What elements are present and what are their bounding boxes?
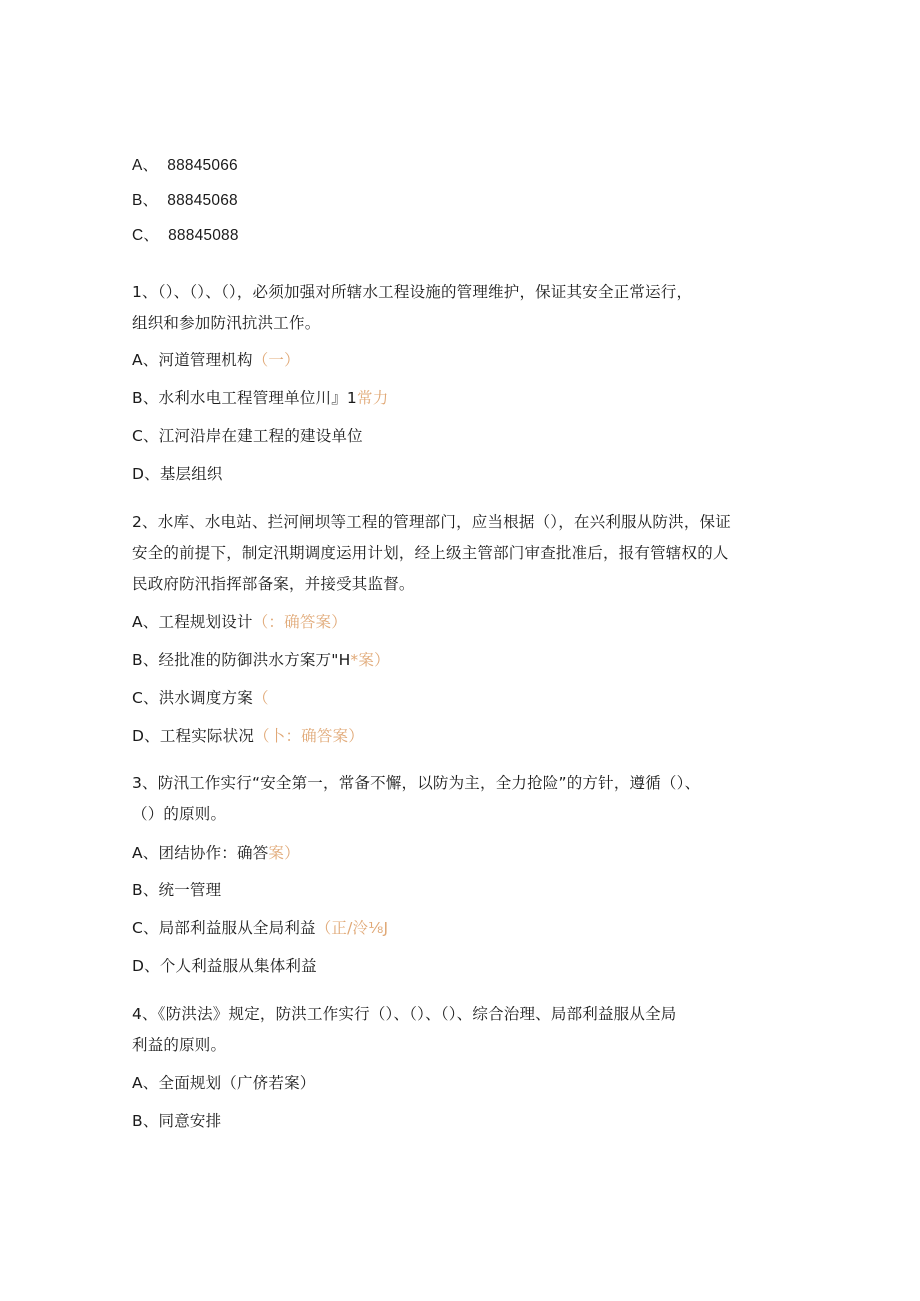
option-text: A、河道管理机构 — [132, 351, 253, 369]
option-text: B、统一管理 — [132, 881, 222, 899]
question-2-option-a — [132, 612, 347, 632]
question-1-line-1: 1、（）、（）、（），必须加强对所辖水工程设施的管理维护，保证其安全正常运行， — [132, 283, 693, 301]
question-2-line-1: 2、水库、水电站、拦河闸坝等工程的管理部门，应当根据（），在兴利服从防洪，保证 — [132, 513, 731, 531]
option-label: C、 — [132, 227, 160, 244]
option-text: D、个人利益服从集体利益 — [132, 957, 317, 975]
option-label: B、 — [132, 192, 159, 209]
option-value: 88845088 — [168, 227, 239, 244]
question-1-option-c — [132, 426, 363, 446]
answer-hint: （ — [252, 689, 269, 707]
prev-option-c — [132, 226, 239, 246]
answer-hint: *案） — [350, 651, 390, 669]
question-4-option-a — [132, 1073, 316, 1093]
answer-hint: （：确答案） — [252, 613, 347, 631]
option-text: D、基层组织 — [132, 465, 223, 483]
question-2-line-3: 民政府防汛指挥部备案，并接受其监督。 — [132, 575, 415, 593]
question-3-line-1: 3、防汛工作实行“安全第一，常备不懈，以防为主，全力抢险”的方针，遵循（）、 — [132, 774, 701, 792]
question-2-option-b — [132, 650, 390, 670]
prev-option-a — [132, 156, 238, 176]
question-2-option-d — [132, 726, 364, 746]
question-1-line-2: 组织和参加防汛抗洪工作。 — [132, 314, 321, 332]
answer-hint: （一） — [252, 351, 300, 369]
question-3-line-2: （）的原则。 — [132, 805, 227, 823]
question-3-option-a — [132, 843, 300, 863]
answer-hint: 常力 — [357, 389, 389, 407]
answer-hint: （正/泠⅛J — [315, 919, 389, 937]
prev-option-b — [132, 191, 238, 211]
answer-hint: （卜：确答案） — [254, 727, 364, 745]
question-3-option-b — [132, 880, 221, 900]
question-4-line-1: 4、《防洪法》规定，防洪工作实行（）、（）、（）、综合治理、局部利益服从全局 — [132, 1005, 677, 1023]
option-text: B、经批准的防御洪水方案万"H — [132, 651, 351, 669]
question-4-line-2: 利益的原则。 — [132, 1036, 227, 1054]
option-text: A、全面规划（广侪若案） — [132, 1074, 316, 1092]
question-1-option-b — [132, 388, 388, 408]
option-text: C、江河沿岸在建工程的建设单位 — [132, 427, 363, 445]
option-text: B、同意安排 — [132, 1112, 222, 1130]
question-4-option-b — [132, 1111, 221, 1131]
question-3-option-d — [132, 956, 317, 976]
question-1-option-d — [132, 464, 223, 484]
question-2-line-2: 安全的前提下，制定汛期调度运用计划，经上级主管部门审查批准后，报有管辖权的人 — [132, 544, 729, 562]
question-1-option-a — [132, 350, 300, 370]
option-value: 88845066 — [167, 157, 238, 174]
option-value: 88845068 — [167, 192, 238, 209]
option-label: A、 — [132, 157, 159, 174]
option-text: A、工程规划设计 — [132, 613, 253, 631]
option-text: D、工程实际状况 — [132, 727, 255, 745]
answer-hint: 案） — [268, 844, 300, 862]
option-text: B、水利水电工程管理单位川』1 — [132, 389, 357, 407]
option-text: C、洪水调度方案 — [132, 689, 253, 707]
option-text: C、局部利益服从全局利益 — [132, 919, 316, 937]
question-3-option-c — [132, 918, 388, 938]
option-text: A、团结协作：确答 — [132, 844, 269, 862]
question-2-option-c — [132, 688, 269, 708]
